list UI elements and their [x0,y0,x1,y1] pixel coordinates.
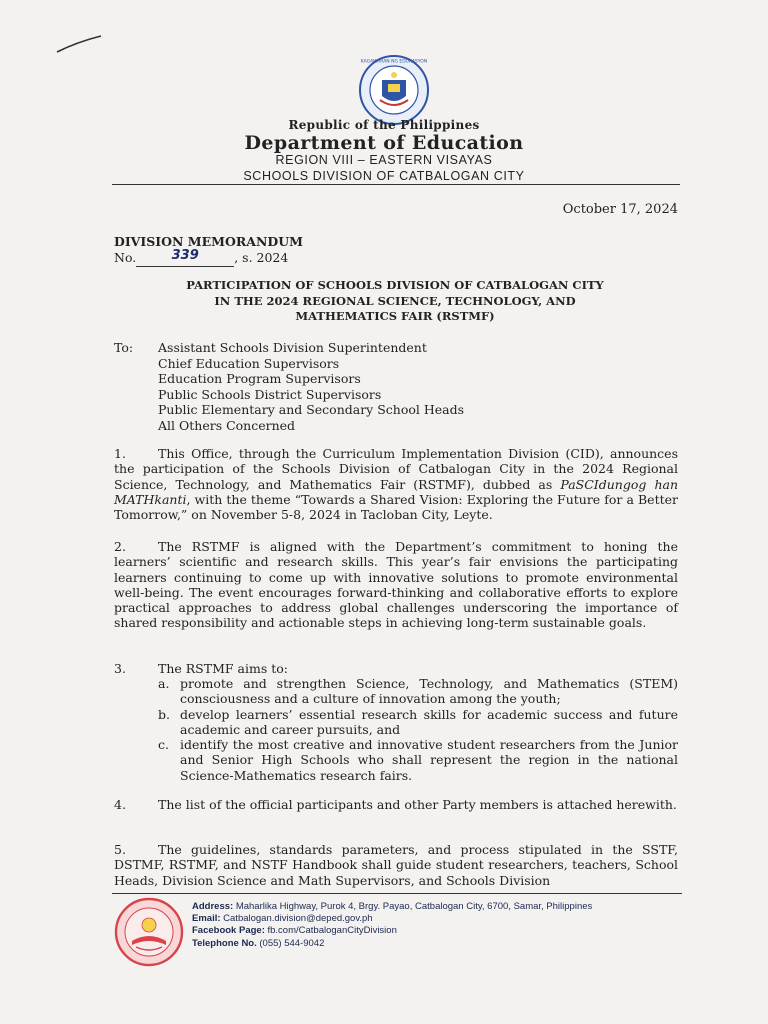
phone-label: Telephone No. [192,937,257,949]
memo-date: October 17, 2024 [562,202,678,217]
footer-contact [192,901,592,950]
aim-text: develop learners’ essential research skills for academic success and future academic and career pursuits, and [180,706,678,737]
paragraph-number: 5. [114,842,126,857]
header-republic: Republic of the Philippines [288,118,480,132]
recipient-item: Public Elementary and Secondary School Heads [158,402,465,417]
paragraph-text: This Office, through the Curriculum Implementation Division (CID), announces the participation of the Schools Division of Catbalogan City in the 2024 Regional Science, Technology, and Mathematics Fair (RSTMF), dubbed as [114,446,678,492]
title-line-1: PARTICIPATION OF SCHOOLS DIVISION OF CATBALOGAN CITY [186,278,604,292]
memo-number-handwritten: 339 [171,248,199,263]
header-region: REGION VIII – EASTERN VISAYAS [275,153,493,167]
paragraph-number: 4. [114,797,126,812]
seal-text: KAGAWARAN NG EDUKASYON [360,59,428,65]
title-line-2: IN THE 2024 REGIONAL SCIENCE, TECHNOLOGY, AND [214,293,576,308]
deped-seal-icon [358,54,430,126]
event-name: PaSCIdungog han MATHkanti [114,476,679,507]
memo-number-blank [136,250,234,267]
footer-email [192,913,592,925]
memo-number-label: No. [114,250,137,265]
aims-list [158,676,678,783]
email-label: Email: [192,913,221,925]
footer-divider [112,893,682,894]
aim-letter: a. [158,676,170,691]
header-department: Department of Education [244,132,524,154]
memo-type: DIVISION MEMORANDUM [114,234,303,249]
facebook-value[interactable]: fb.com/CatbaloganCityDivision [264,925,397,937]
facebook-label: Facebook Page: [192,925,265,937]
pen-stroke-mark [55,34,103,54]
header-division: SCHOOLS DIVISION OF CATBALOGAN CITY [243,169,525,183]
aim-item [158,737,678,783]
address-label: Address: [192,901,234,912]
email-value[interactable]: Catbalogan.division@deped.gov.ph [220,913,373,925]
header-divider [112,184,680,185]
paragraph-4 [114,797,678,812]
paragraph-text: The RSTMF aims to: [158,661,288,676]
paragraph-2 [114,539,678,631]
aim-item [158,676,678,707]
paragraph-text: The RSTMF is aligned with the Department’s commitment to honing the learners’ scientific and research skills. This year’s fair envisions the participating learners continuing to come up with innovative solutions to promote environmental well-being. The event encourages forward-thinking and collaborative efforts to explore practical approaches to address global challenges underscoring the importance of shared responsibility and actionable steps in achieving long-term sustainable goals. [114,539,678,631]
recipient-item: Assistant Schools Division Superintendent [158,340,427,355]
footer-address [192,901,592,913]
recipient-item: Chief Education Supervisors [158,355,340,371]
aim-text: promote and strengthen Science, Technology, and Mathematics (STEM) consciousness and a culture of innovation among the youth; [180,676,678,707]
paragraph-1 [114,446,678,522]
paragraph-number: 1. [114,446,126,461]
paragraph-text: The guidelines, standards parameters, and process stipulated in the SSTF, DSTMF, RSTMF, and NSTF Handbook shall guide student researchers, teachers, School Heads, Division Science and Math Supervisors, and Schools Division [114,842,678,888]
recipient-item: Public Schools District Supervisors [158,386,382,402]
memo-number [114,250,288,267]
aim-letter: c. [158,737,169,753]
paragraph-text: The list of the official participants and other Party members is attached herewith. [158,797,677,812]
recipient-item: All Others Concerned [158,417,296,433]
title-line-3: MATHEMATICS FAIR (RSTMF) [295,309,495,323]
memo-title [114,278,676,325]
paragraph-5 [114,842,678,888]
to-label: To: [114,340,134,355]
footer-facebook [192,925,592,937]
paragraph-number: 3. [114,661,126,676]
division-seal-icon [114,897,184,967]
aim-text: identify the most creative and innovative student researchers from the Junior and Senior High Schools who shall represent the region in the national Science-Mathematics research fairs. [180,737,678,783]
aim-letter: b. [158,706,170,722]
paragraph-number: 2. [114,539,126,554]
phone-value: (055) 544-9042 [256,937,325,949]
paragraph-3-intro [114,661,288,676]
footer-phone [192,938,592,950]
address-value: Maharlika Highway, Purok 4, Brgy. Payao, Catbalogan City, 6700, Samar, Philippines [233,901,593,912]
recipient-item: Education Program Supervisors [158,371,361,386]
aim-item [158,707,678,738]
recipient-list [158,340,464,433]
memo-series: , s. 2024 [234,250,289,265]
paragraph-text: , with the theme “Towards a Shared Vision: Exploring the Future for a Better Tomorrow,” on November 5-8, 2024 in Tacloban City, Leyte. [114,491,678,523]
